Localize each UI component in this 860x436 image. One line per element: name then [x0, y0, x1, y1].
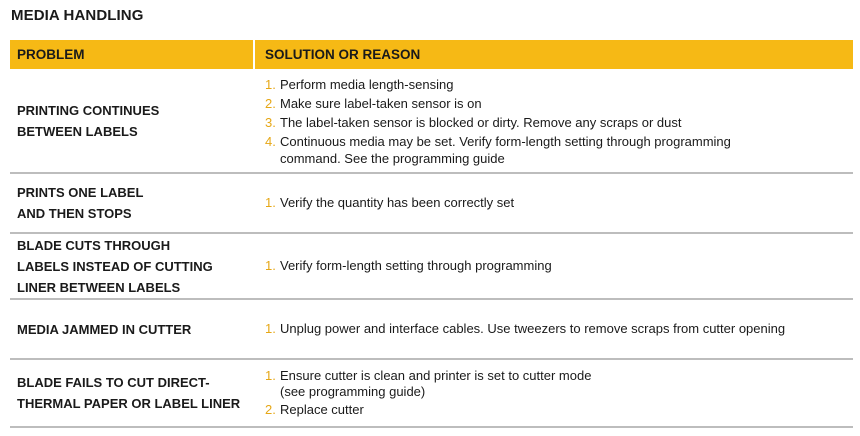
- solution-item: [265, 368, 853, 400]
- solution-text: Continuous media may be set. Verify form-length setting through programming: [280, 133, 731, 149]
- solution-text: Perform media length-sensing: [280, 76, 454, 92]
- solution-item: [265, 114, 853, 132]
- table-row: [10, 360, 853, 428]
- problem-cell: [10, 235, 253, 298]
- solution-number: 2.: [265, 401, 276, 417]
- problem-line: LINER BETWEEN LABELS: [17, 279, 181, 295]
- problem-line: BLADE FAILS TO CUT DIRECT-: [17, 375, 210, 390]
- solution-cell: [253, 257, 853, 275]
- solution-item: [265, 194, 853, 212]
- solution-cell: [253, 74, 853, 168]
- solution-number: 1.: [265, 367, 276, 383]
- solution-number: 1.: [265, 76, 276, 92]
- table-row: [10, 69, 853, 174]
- header-solution: SOLUTION OR REASON: [253, 40, 853, 69]
- troubleshooting-table: [10, 40, 853, 428]
- problem-line: BLADE CUTS THROUGH: [17, 237, 171, 253]
- solution-cell: [253, 194, 853, 212]
- problem-cell: [10, 100, 253, 142]
- solution-text: Verify the quantity has been correctly set: [280, 195, 515, 211]
- solution-cell: [253, 368, 853, 419]
- solution-text: The label-taken sensor is blocked or dirty. Remove any scraps or dust: [280, 114, 682, 130]
- table-header: [10, 40, 853, 69]
- solution-number: 2.: [265, 95, 276, 111]
- problem-line: AND THEN STOPS: [17, 206, 132, 221]
- solution-text: Make sure label-taken sensor is on: [280, 95, 482, 111]
- problem-cell: [10, 182, 253, 224]
- solution-number: 3.: [265, 114, 276, 130]
- header-problem: PROBLEM: [17, 47, 85, 62]
- problem-cell: [10, 372, 253, 414]
- solution-cell: [253, 320, 853, 338]
- solution-number: 1.: [265, 195, 276, 211]
- problem-line: LABELS INSTEAD OF CUTTING: [17, 258, 213, 274]
- table-row: [10, 174, 853, 234]
- table-row: [10, 234, 853, 300]
- solution-item: [265, 133, 853, 168]
- problem-line: MEDIA JAMMED IN CUTTER: [17, 321, 192, 337]
- problem-line: BETWEEN LABELS: [17, 123, 138, 139]
- solution-text: Verify form-length setting through programming: [280, 258, 552, 274]
- solution-text: (see programming guide): [280, 383, 426, 399]
- solution-item: [265, 400, 853, 419]
- problem-line: PRINTING CONTINUES: [17, 102, 160, 118]
- solution-text: Ensure cutter is clean and printer is set to cutter mode: [280, 367, 592, 383]
- solution-text: Replace cutter: [280, 401, 364, 417]
- problem-cell: [10, 319, 253, 340]
- problem-line: PRINTS ONE LABEL: [17, 185, 144, 200]
- table-row: [10, 300, 853, 360]
- solution-text: command. See the programming guide: [280, 151, 505, 166]
- solution-item: [265, 257, 853, 275]
- solution-number: 1.: [265, 321, 276, 337]
- solution-item: [265, 95, 853, 113]
- solution-number: 1.: [265, 258, 276, 274]
- solution-number: 4.: [265, 133, 276, 149]
- problem-line: THERMAL PAPER OR LABEL LINER: [17, 396, 241, 411]
- solution-item: [265, 320, 853, 338]
- solution-item: [265, 76, 853, 94]
- section-title: MEDIA HANDLING: [11, 7, 144, 24]
- solution-text: Unplug power and interface cables. Use tweezers to remove scraps from cutter opening: [280, 321, 786, 337]
